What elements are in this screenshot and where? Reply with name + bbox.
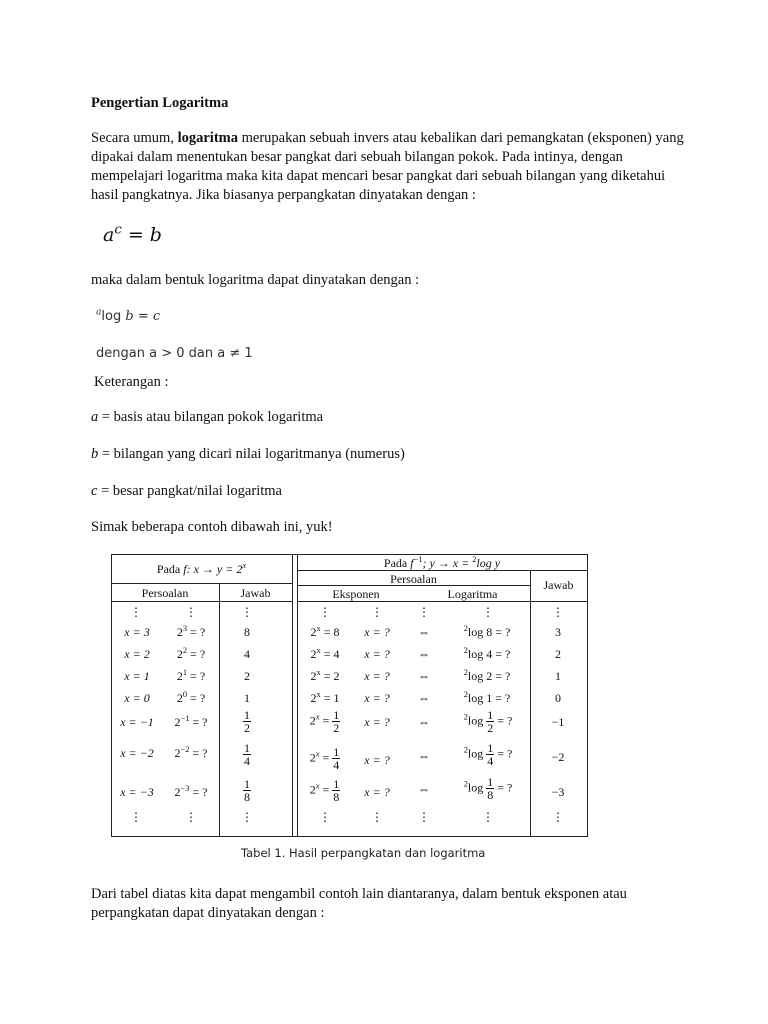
definition-symbol: c bbox=[91, 483, 98, 499]
dots: ⋮ bbox=[319, 810, 331, 824]
dots: ⋮ bbox=[185, 810, 197, 824]
table-caption: Tabel 1. Hasil perpangkatan dan logaritma bbox=[241, 846, 486, 860]
dots: ⋮ bbox=[130, 810, 142, 824]
intro-prefix: Secara umum, bbox=[91, 130, 178, 146]
dots: ⋮ bbox=[319, 605, 331, 619]
definition-text: = bilangan yang dicari nilai logaritmanya (numerus) bbox=[98, 446, 405, 462]
col-persoalan-right: Persoalan bbox=[390, 572, 437, 586]
dots: ⋮ bbox=[371, 810, 383, 824]
dots: ⋮ bbox=[371, 605, 383, 619]
intro-rest: merupakan sebuah invers atau kebalikan dari pemangkatan (eksponen) yang dipakai dalam menentukan besar pangkat dari sebuah bilangan pokok. Pada intinya, dengan mempelajari logaritma maka kita dapat mencari besar pangkat dari sebuah bilangan yang diketahui hasil pangkatnya. Jika biasanya perpangkatan dinyatakan dengan : bbox=[91, 130, 684, 203]
dots: ⋮ bbox=[418, 605, 430, 619]
definition-symbol: a bbox=[91, 409, 99, 425]
page-title: Pengertian Logaritma bbox=[91, 95, 229, 111]
intro-bold-term: logaritma bbox=[177, 130, 238, 146]
condition-second: a ≠ 1 bbox=[217, 346, 253, 361]
lead-log-text: maka dalam bentuk logaritma dapat dinyatakan dengan : bbox=[91, 272, 420, 288]
definition-text: = basis atau bilangan pokok logaritma bbox=[98, 409, 324, 425]
keterangan-heading: Keterangan : bbox=[94, 374, 169, 390]
col-persoalan: Persoalan bbox=[141, 586, 189, 600]
dots: ⋮ bbox=[482, 605, 494, 619]
dots: ⋮ bbox=[130, 605, 142, 619]
condition-prefix: dengan bbox=[96, 346, 150, 361]
dots: ⋮ bbox=[241, 605, 253, 619]
definition-text: = besar pangkat/nilai logaritma bbox=[97, 483, 282, 499]
right-header: Pada $f^{-1}$; y → x = $^2$log y bbox=[383, 555, 501, 570]
col-jawab: Jawab bbox=[240, 586, 271, 600]
left-header: Pada f: $x \to y = 2^x$ bbox=[156, 561, 247, 576]
dots: ⋮ bbox=[482, 810, 494, 824]
definition-symbol: b bbox=[91, 446, 99, 462]
exponent-equation: $a^c = b$ bbox=[103, 222, 162, 246]
dots: ⋮ bbox=[552, 605, 564, 619]
dots: ⋮ bbox=[185, 605, 197, 619]
col-eksponen: Eksponen bbox=[332, 587, 380, 601]
dots: ⋮ bbox=[241, 810, 253, 824]
log-table: Pada f: $x \to y = 2^x$ Persoalan Jawab Pada $f^{-1}$; y → x = $^2$log y Persoalan Jawab Eksponen Logaritma ⋮ ⋮ ⋮ ⋮ ⋮ ⋮ ⋮ ⋮ x = 3 $2^3$ = ? 8 $2^x = 8$ x = ? ⇔ $^2$log 8 = ? 3 x = 2 $2^2$ = ? 4 $2^x = 4$ x = ? ⇔ $^2$log 4 = ? 2 x = 1 $2^1$ = ? 2 $2^x = 2$ x = ? ⇔ $^2$log 2 = ? 1 x = 0 $2^0$ = ? 1 $2^x = 1$ x = ? ⇔ $^2$log 1 = ? 0 x = −1 $2^{-1}$ = ? $\frac{1}{2}$ $2^x$ = $\frac{1}{2}$ x = ? ⇔ $^2$log $\frac{1}{2}$ = ? −1 x = −2 $2^{-2}$ = ? $\frac{1}{4}$ $2^x$ = $\frac{1}{4}$ x = ? ⇔ $^2$log $\frac{1}{4}$ = ? −2 x = −3 $2^{-3}$ = ? $\frac{1}{8}$ $2^x$ = $\frac{1}{8}$ x = ? ⇔ $^2$log $\frac{1}{8}$ = ? −3 ⋮ ⋮ ⋮ ⋮ ⋮ ⋮ ⋮ ⋮ bbox=[0, 0, 768, 1024]
closing-paragraph: Dari tabel diatas kita dapat mengambil contoh lain diantaranya, dalam bentuk eksponen atau perpangkatan dapat dinyatakan dengan : bbox=[91, 886, 627, 921]
col-jawab-right: Jawab bbox=[543, 578, 574, 592]
log-equation: $^a$log b = c bbox=[96, 307, 161, 324]
col-logaritma: Logaritma bbox=[447, 587, 498, 601]
condition-first: a > 0 bbox=[149, 346, 185, 361]
condition-conj: dan bbox=[184, 346, 218, 361]
dots: ⋮ bbox=[418, 810, 430, 824]
dots: ⋮ bbox=[552, 810, 564, 824]
simak-text: Simak beberapa contoh dibawah ini, yuk! bbox=[91, 519, 333, 535]
